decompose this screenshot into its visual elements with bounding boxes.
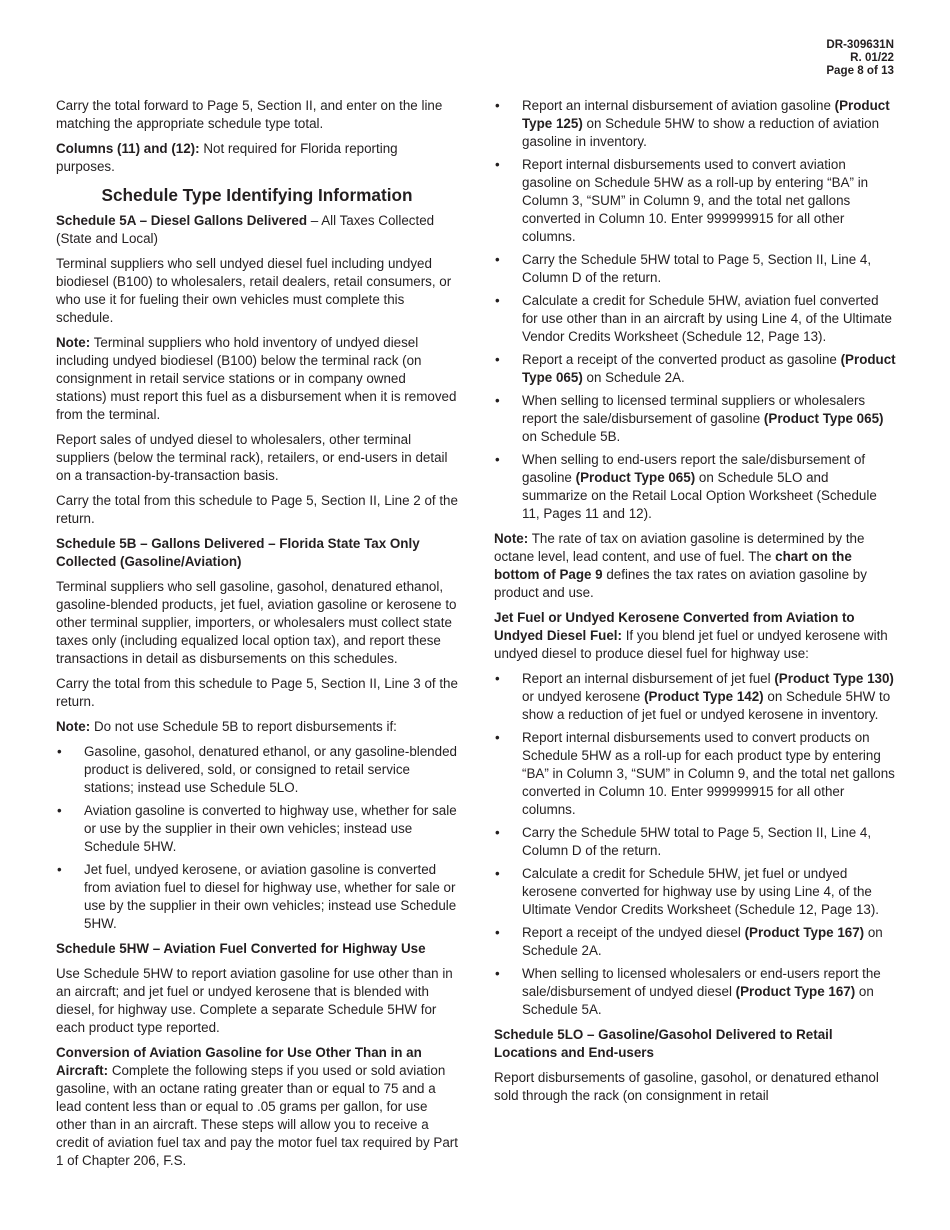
schedule-5b-paragraph-1: Terminal suppliers who sell gasoline, gasohol, denatured ethanol, gasoline-blended products, jet fuel, aviation gasoline or kerosene to other terminal supplier, importers, or wholesalers must collect state taxes only (including equalized local option tax), and report these transactions in detail as disbursements on this schedules. xyxy=(56,579,457,666)
schedule-5a-paragraph-3: Carry the total from this schedule to Page 5, Section II, Line 2 of the return. xyxy=(56,493,458,526)
section-heading: Schedule Type Identifying Information xyxy=(101,185,413,205)
schedule-5lo-paragraph-1: Report disbursements of gasoline, gasohol, or denatured ethanol sold through the rack (on consignment in retail xyxy=(494,1070,879,1103)
form-revision: R. 01/22 xyxy=(850,51,894,64)
aviation-conversion-steps xyxy=(494,97,896,523)
columns-11-12-paragraph: Columns (11) and (12): Not required for Florida reporting purposes. xyxy=(56,141,398,174)
list-item: • When selling to licensed wholesalers or end-users report the sale/disbursement of undyed diesel (Product Type 167) on Schedule 5A. xyxy=(494,965,896,1019)
list-item: • Report a receipt of the undyed diesel (Product Type 167) on Schedule 2A. xyxy=(494,924,896,960)
list-item: • Carry the Schedule 5HW total to Page 5, Section II, Line 4, Column D of the return. xyxy=(494,824,896,860)
schedule-5lo-title: Schedule 5LO – Gasoline/Gasohol Delivered to Retail Locations and End-users xyxy=(494,1027,833,1060)
jet-fuel-paragraph: Jet Fuel or Undyed Kerosene Converted from Aviation to Undyed Diesel Fuel: If you blend jet fuel or undyed kerosene with undyed diesel to produce diesel fuel for highway use: xyxy=(494,610,888,661)
list-item: • When selling to licensed terminal suppliers or wholesalers report the sale/disbursement of gasoline (Product Type 065) on Schedule 5B. xyxy=(494,392,896,446)
aviation-tax-note: Note: The rate of tax on aviation gasoline is determined by the octane level, lead content, and use of fuel. The chart on the bottom of Page 9 defines the tax rates on aviation gasoline by product and use. xyxy=(494,531,867,600)
carry-forward-paragraph: Carry the total forward to Page 5, Section II, and enter on the line matching the appropriate schedule type total. xyxy=(56,98,443,131)
schedule-5b-title: Schedule 5B – Gallons Delivered – Florida State Tax Only Collected (Gasoline/Aviation) xyxy=(56,536,420,569)
schedule-5hw-title: Schedule 5HW – Aviation Fuel Converted for Highway Use xyxy=(56,941,426,956)
list-item: • Gasoline, gasohol, denatured ethanol, or any gasoline-blended product is delivered, sold, or consigned to retail service stations; instead use Schedule 5LO. xyxy=(56,743,458,797)
list-item: • Calculate a credit for Schedule 5HW, aviation fuel converted for use other than in an aircraft by using Line 4, of the Ultimate Vendor Credits Worksheet (Schedule 12, Page 13). xyxy=(494,292,896,346)
schedule-5b-note: Note: Do not use Schedule 5B to report disbursements if: xyxy=(56,719,397,734)
form-header xyxy=(826,38,894,77)
list-item: • Report internal disbursements used to convert products on Schedule 5HW as a roll-up for each product type by entering “BA” in Column 3, “SUM” in Column 9, and the total net gallons converted in Column 10. Enter 999999915 for all other columns. xyxy=(494,729,896,819)
list-item: • Report internal disbursements used to convert aviation gasoline on Schedule 5HW as a roll-up by entering “BA” in Column 3, “SUM” in Column 9, and the total net gallons converted in Column 10. Enter 999999915 for all other columns. xyxy=(494,156,896,246)
list-item: • Report a receipt of the converted product as gasoline (Product Type 065) on Schedule 2A. xyxy=(494,351,896,387)
page-number: Page 8 of 13 xyxy=(826,64,894,77)
schedule-5a-note: Note: Terminal suppliers who hold inventory of undyed diesel including undyed biodiesel (B100) below the terminal rack (on consignment in retail service stations or in company owned stations) must report this fuel as a disbursement when it is removed from the terminal. xyxy=(56,335,457,422)
left-column xyxy=(56,97,458,1177)
form-id: DR-309631N xyxy=(826,38,894,51)
list-item: • When selling to end-users report the sale/disbursement of gasoline (Product Type 065) on Schedule 5LO and summarize on the Retail Local Option Worksheet (Schedule 11, Pages 11 and 12). xyxy=(494,451,896,523)
schedule-5a-title: Schedule 5A – Diesel Gallons Delivered – All Taxes Collected (State and Local) xyxy=(56,213,435,246)
list-item: • Report an internal disbursement of jet fuel (Product Type 130) or undyed kerosene (Product Type 142) on Schedule 5HW to show a reduction of jet fuel or undyed kerosene in inventory. xyxy=(494,670,896,724)
list-item: • Calculate a credit for Schedule 5HW, jet fuel or undyed kerosene converted for highway use by using Line 4, of the Ultimate Vendor Credits Worksheet (Schedule 12, Page 13). xyxy=(494,865,896,919)
schedule-5b-paragraph-2: Carry the total from this schedule to Page 5, Section II, Line 3 of the return. xyxy=(56,676,458,709)
schedule-5hw-paragraph-1: Use Schedule 5HW to report aviation gasoline for use other than in an aircraft; and jet fuel or undyed kerosene that is blended with diesel, for highway use. Complete a separate Schedule 5HW for each product type reported. xyxy=(56,966,453,1035)
list-item: • Jet fuel, undyed kerosene, or aviation gasoline is converted from aviation fuel to diesel for highway use, whether for sale or use by the supplier in their own vehicles; instead use Schedule 5HW. xyxy=(56,861,458,933)
list-item: • Aviation gasoline is converted to highway use, whether for sale or use by the supplier in their own vehicles; instead use Schedule 5HW. xyxy=(56,802,458,856)
schedule-5b-bullet-list xyxy=(56,743,458,933)
list-item: • Report an internal disbursement of aviation gasoline (Product Type 125) on Schedule 5HW to show a reduction of aviation gasoline in inventory. xyxy=(494,97,896,151)
right-column xyxy=(494,97,896,1112)
list-item: • Carry the Schedule 5HW total to Page 5, Section II, Line 4, Column D of the return. xyxy=(494,251,896,287)
jet-fuel-steps xyxy=(494,670,896,1019)
schedule-5a-paragraph-1: Terminal suppliers who sell undyed diesel fuel including undyed biodiesel (B100) to wholesalers, retail dealers, retail consumers, or who use it for fueling their own vehicles must complete this schedule. xyxy=(56,256,452,325)
schedule-5a-paragraph-2: Report sales of undyed diesel to wholesalers, other terminal suppliers (below the terminal rack), retailers, or end-users in detail on a transaction-by-transaction basis. xyxy=(56,432,448,483)
conversion-paragraph: Conversion of Aviation Gasoline for Use Other Than in an Aircraft: Complete the following steps if you used or sold aviation gasoline, with an octane rating greater than or equal to 75 and a lead content less than or equal to .05 grams per gallon, for use other than in an aircraft. These steps will allow you to receive a credit of aviation fuel tax and pay the motor fuel tax required by Part 1 of Chapter 206, F.S. xyxy=(56,1045,458,1168)
